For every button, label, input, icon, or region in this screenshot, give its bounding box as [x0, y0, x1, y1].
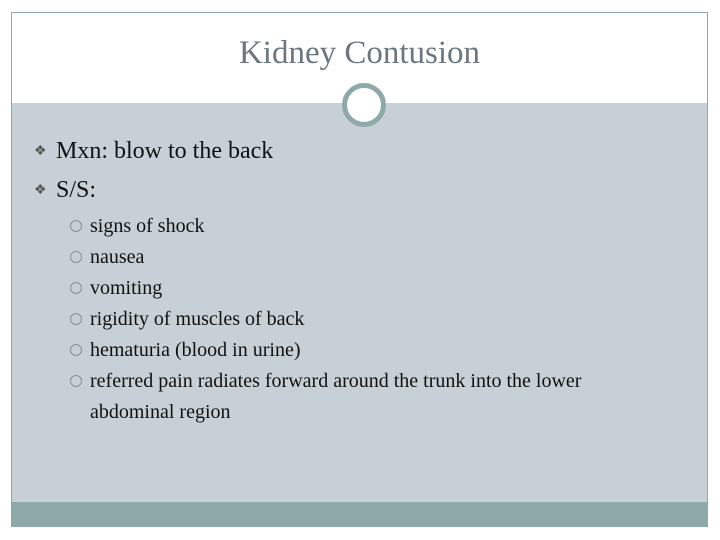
circle-icon	[70, 313, 82, 325]
sub-bullet	[70, 366, 650, 428]
sub-bullet-text: hematuria (blood in urine)	[90, 339, 301, 361]
bullet-point-signs-symptoms	[34, 177, 96, 204]
circle-icon	[70, 220, 82, 232]
footer-bar	[12, 502, 707, 526]
sub-bullet-text: signs of shock	[90, 215, 205, 237]
circle-icon	[70, 251, 82, 263]
sub-bullet-text: nausea	[90, 246, 145, 268]
bullet-point-mechanism	[34, 138, 273, 165]
diamond-arrow-icon: ❖	[34, 144, 47, 159]
sub-bullet	[70, 242, 650, 273]
sub-bullet-text: vomiting	[90, 277, 163, 299]
sub-bullet	[70, 211, 650, 242]
ring-icon	[342, 83, 386, 127]
circle-icon	[70, 375, 82, 387]
content-area	[12, 105, 707, 500]
sub-bullet	[70, 304, 650, 335]
slide-frame	[11, 12, 708, 527]
sub-bullet	[70, 335, 650, 366]
diamond-arrow-icon: ❖	[34, 183, 47, 198]
sub-bullet-text: rigidity of muscles of back	[90, 308, 305, 330]
bullet-text: Mxn: blow to the back	[56, 138, 274, 164]
slide-title: Kidney Contusion	[238, 35, 481, 71]
sub-bullet	[70, 273, 650, 304]
circle-icon	[70, 282, 82, 294]
circle-icon	[70, 344, 82, 356]
bullet-text: S/S:	[56, 177, 97, 203]
sub-bullet-text: referred pain radiates forward around the trunk into the lower abdominal region	[90, 370, 582, 423]
